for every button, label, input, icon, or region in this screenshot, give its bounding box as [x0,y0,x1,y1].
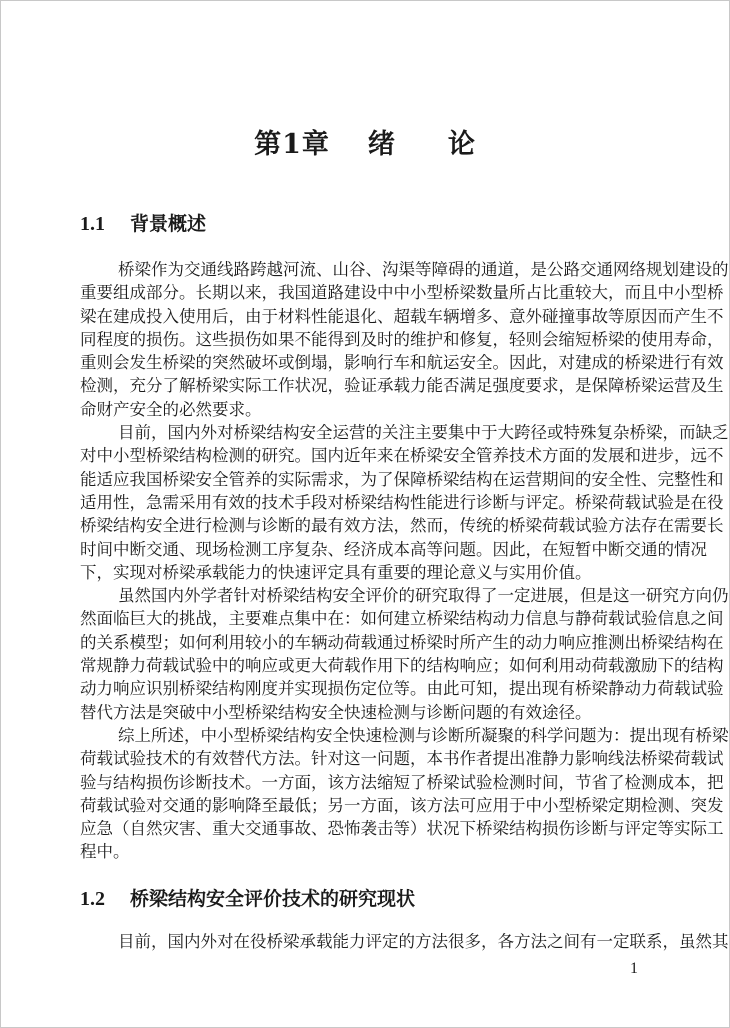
section-title: 背景概述 [130,213,207,235]
text-line: 重则会发生桥梁的突然破坏或倒塌，影响行车和航运安全。因此，对建成的桥梁进行有效 [80,353,724,373]
text-line: 程中。 [80,842,130,862]
text-line: 桥梁作为交通线路跨越河流、山谷、沟渠等障碍的通道，是公路交通网络规划建设的 [118,260,729,279]
text-line: 的关系模型；如何利用较小的车辆动荷载通过桥梁时所产生的动力响应推测出桥梁结构在 [80,632,724,652]
section-heading-1-1 [80,209,206,236]
text-line: 适用性，急需采用有效的技术手段对桥梁结构性能进行诊断与评定。桥梁荷载试验是在役 [80,492,724,512]
section-heading-1-2 [80,884,415,911]
text-line: 荷载试验对交通的影响降至最低；另一方面，该方法可应用于中小型桥梁定期检测、突发 [80,795,724,815]
text-line: 然面临巨大的挑战，主要难点集中在：如何建立桥梁结构动力信息与静荷载试验信息之间 [80,609,724,629]
text-line: 验与结构损伤诊断技术。一方面，该方法缩短了桥梁试验检测时间，节省了检测成本，把 [80,772,724,792]
text-line: 常规静力荷载试验中的响应或更大荷载作用下的结构响应；如何利用动荷载激励下的结构 [80,656,724,676]
section-title: 桥梁结构安全评价技术的研究现状 [130,888,416,910]
page-number: 1 [630,960,638,977]
section-number: 1.1 [80,213,105,235]
section-number: 1.2 [80,888,105,910]
text-line: 替代方法是突破中小型桥梁结构安全快速检测与诊断问题的有效途径。 [80,702,592,722]
text-line: 荷载试验技术的有效替代方法。针对这一问题，本书作者提出准静力影响线法桥梁荷载试 [80,749,724,769]
text-line: 同程度的损伤。这些损伤如果不能得到及时的维护和修复，轻则会缩短桥梁的使用寿命， [80,329,724,349]
text-line: 下，实现对桥梁承载能力的快速评定具有重要的理论意义与实用价值。 [80,562,592,582]
text-line: 综上所述，中小型桥梁结构安全快速检测与诊断所凝聚的科学问题为：提出现有桥梁 [118,725,729,745]
chapter-title [0,122,730,161]
text-line: 桥梁结构安全进行检测与诊断的最有效方法，然而，传统的桥梁荷载试验方法存在需要长 [80,516,724,536]
text-line: 梁在建成投入使用后，由于材料性能退化、超载车辆增多、意外碰撞事故等原因而产生不 [80,306,724,326]
text-line: 应急（自然灾害、重大交通事故、恐怖袭击等）状况下桥梁结构损伤诊断与评定等实际工 [80,819,724,839]
text-line: 对中小型桥梁结构检测的研究。国内近年来在桥梁安全管养技术方面的发展和进步，远不 [80,446,724,466]
chapter-title-char-2: 论 [447,129,476,160]
text-line: 能适应我国桥梁安全管养的实际需求，为了保障桥梁结构在运营期间的安全性、完整性和 [80,469,724,489]
text-line: 重要组成部分。长期以来，我国道路建设中中小型桥梁数量所占比重较大，而且中小型桥 [80,283,724,303]
text-line: 命财产安全的必然要求。 [80,399,262,419]
chapter-number: 第1章 [254,129,330,160]
text-line: 虽然国内外学者针对桥梁结构安全评价的研究取得了一定进展，但是这一研究方向仍 [118,586,729,606]
text-line: 动力响应识别桥梁结构刚度并实现损伤定位等。由此可知，提出现有桥梁静动力荷载试验 [80,679,724,699]
text-line: 目前，国内外对桥梁结构安全运营的关注主要集中于大跨径或特殊复杂桥梁，而缺乏 [118,423,729,443]
section-1-1-body [80,258,729,864]
chapter-title-char-1: 绪 [367,129,396,160]
text-line: 检测，充分了解桥梁实际工作状况，验证承载力能否满足强度要求，是保障桥梁运营及生 [80,376,724,396]
section-1-2-body [80,930,729,953]
text-line: 目前，国内外对在役桥梁承载能力评定的方法很多，各方法之间有一定联系，虽然其 [118,932,729,951]
text-line: 时间中断交通、现场检测工序复杂、经济成本高等问题。因此，在短暂中断交通的情况 [80,539,707,559]
